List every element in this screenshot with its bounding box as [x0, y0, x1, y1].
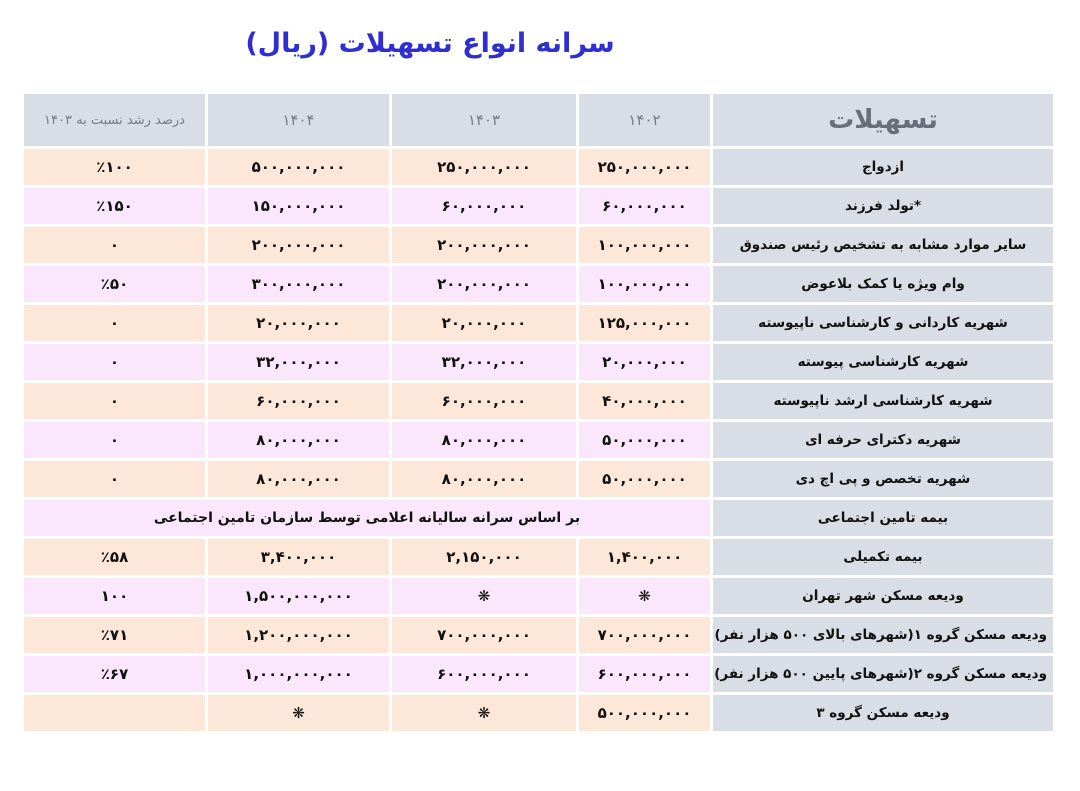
row-label: *تولد فرزند [712, 187, 1055, 226]
header-row [23, 93, 1055, 148]
value-1403: ۸۰,۰۰۰,۰۰۰ [391, 421, 578, 460]
value-growth: ۰ [23, 460, 207, 499]
value-1403: ۷۰۰,۰۰۰,۰۰۰ [391, 616, 578, 655]
value-1402: ۶۰۰,۰۰۰,۰۰۰ [578, 655, 712, 694]
value-1403: ۲۰۰,۰۰۰,۰۰۰ [391, 226, 578, 265]
value-growth: ۰ [23, 421, 207, 460]
value-1402: ۱۲۵,۰۰۰,۰۰۰ [578, 304, 712, 343]
row-label: ودیعه مسکن گروه ۳ [712, 694, 1055, 733]
value-1404: ۳۰۰,۰۰۰,۰۰۰ [207, 265, 391, 304]
row-label: ودیعه مسکن شهر تهران [712, 577, 1055, 616]
row-label: بیمه تامین اجتماعی [712, 499, 1055, 538]
value-growth [23, 694, 207, 733]
value-1404: ❋ [207, 694, 391, 733]
value-1404: ۱,۵۰۰,۰۰۰,۰۰۰ [207, 577, 391, 616]
table-row [23, 460, 1055, 499]
value-1402: ۲۰,۰۰۰,۰۰۰ [578, 343, 712, 382]
value-growth: ۰ [23, 343, 207, 382]
table-row [23, 265, 1055, 304]
value-1402: ۷۰۰,۰۰۰,۰۰۰ [578, 616, 712, 655]
value-1402: ۴۰,۰۰۰,۰۰۰ [578, 382, 712, 421]
table-row [23, 655, 1055, 694]
value-1402: ❋ [578, 577, 712, 616]
table-row [23, 304, 1055, 343]
row-label: شهریه دکترای حرفه ای [712, 421, 1055, 460]
header-1402: ۱۴۰۲ [578, 93, 712, 148]
value-1403: ۲۵۰,۰۰۰,۰۰۰ [391, 148, 578, 187]
row-label: شهریه کارشناسی ارشد ناپیوسته [712, 382, 1055, 421]
value-1402: ۶۰,۰۰۰,۰۰۰ [578, 187, 712, 226]
value-1403: ۸۰,۰۰۰,۰۰۰ [391, 460, 578, 499]
row-label: ودیعه مسکن گروه ۱(شهرهای بالای ۵۰۰ هزار نفر) [712, 616, 1055, 655]
table-row [23, 343, 1055, 382]
facilities-table [21, 91, 1056, 734]
header-1403: ۱۴۰۳ [391, 93, 578, 148]
row-label: ازدواج [712, 148, 1055, 187]
header-1404: ۱۴۰۴ [207, 93, 391, 148]
table-row [23, 499, 1055, 538]
table-row [23, 577, 1055, 616]
merged-note: بر اساس سرانه سالیانه اعلامی توسط سازمان تامین اجتماعی [23, 499, 712, 538]
value-1402: ۵۰,۰۰۰,۰۰۰ [578, 421, 712, 460]
header-facilities: تسهیلات [712, 93, 1055, 148]
row-label: شهریه کاردانی و کارشناسی ناپیوسته [712, 304, 1055, 343]
value-1403: ❋ [391, 694, 578, 733]
value-1404: ۳۲,۰۰۰,۰۰۰ [207, 343, 391, 382]
value-1402: ۵۰,۰۰۰,۰۰۰ [578, 460, 712, 499]
row-label: وام ویژه یا کمک بلاعوض [712, 265, 1055, 304]
value-1403: ۲,۱۵۰,۰۰۰ [391, 538, 578, 577]
value-1402: ۱۰۰,۰۰۰,۰۰۰ [578, 226, 712, 265]
table-row [23, 421, 1055, 460]
value-1403: ۶۰,۰۰۰,۰۰۰ [391, 187, 578, 226]
value-1404: ۳,۴۰۰,۰۰۰ [207, 538, 391, 577]
value-1404: ۸۰,۰۰۰,۰۰۰ [207, 460, 391, 499]
row-label: بیمه تکمیلی [712, 538, 1055, 577]
value-1403: ۲۰۰,۰۰۰,۰۰۰ [391, 265, 578, 304]
value-1402: ۱۰۰,۰۰۰,۰۰۰ [578, 265, 712, 304]
table-row [23, 616, 1055, 655]
value-1403: ❋ [391, 577, 578, 616]
page-title: سرانه انواع تسهیلات (ریال) [245, 28, 615, 59]
table-row [23, 148, 1055, 187]
value-1402: ۱,۴۰۰,۰۰۰ [578, 538, 712, 577]
value-growth: ۰ [23, 382, 207, 421]
table-row [23, 187, 1055, 226]
value-1404: ۸۰,۰۰۰,۰۰۰ [207, 421, 391, 460]
value-1404: ۱,۲۰۰,۰۰۰,۰۰۰ [207, 616, 391, 655]
value-growth: ٪۵۸ [23, 538, 207, 577]
value-1404: ۱,۰۰۰,۰۰۰,۰۰۰ [207, 655, 391, 694]
value-1404: ۵۰۰,۰۰۰,۰۰۰ [207, 148, 391, 187]
row-label: شهریه کارشناسی پیوسته [712, 343, 1055, 382]
value-growth: ۱۰۰ [23, 577, 207, 616]
value-growth: ٪۱۵۰ [23, 187, 207, 226]
table-row [23, 538, 1055, 577]
value-growth: ۰ [23, 304, 207, 343]
value-1404: ۲۰,۰۰۰,۰۰۰ [207, 304, 391, 343]
table-row [23, 382, 1055, 421]
row-label: ودیعه مسکن گروه ۲(شهرهای پایین ۵۰۰ هزار نفر) [712, 655, 1055, 694]
table-row [23, 226, 1055, 265]
row-label: شهریه تخصص و پی اچ دی [712, 460, 1055, 499]
value-1403: ۶۰۰,۰۰۰,۰۰۰ [391, 655, 578, 694]
row-label: سایر موارد مشابه به تشخیص رئیس صندوق [712, 226, 1055, 265]
value-1402: ۵۰۰,۰۰۰,۰۰۰ [578, 694, 712, 733]
value-1404: ۶۰,۰۰۰,۰۰۰ [207, 382, 391, 421]
value-growth: ٪۱۰۰ [23, 148, 207, 187]
value-growth: ۰ [23, 226, 207, 265]
value-growth: ٪۶۷ [23, 655, 207, 694]
value-growth: ٪۷۱ [23, 616, 207, 655]
value-1403: ۶۰,۰۰۰,۰۰۰ [391, 382, 578, 421]
value-1402: ۲۵۰,۰۰۰,۰۰۰ [578, 148, 712, 187]
table-row [23, 694, 1055, 733]
value-1404: ۲۰۰,۰۰۰,۰۰۰ [207, 226, 391, 265]
value-1403: ۲۰,۰۰۰,۰۰۰ [391, 304, 578, 343]
value-1403: ۳۲,۰۰۰,۰۰۰ [391, 343, 578, 382]
value-growth: ٪۵۰ [23, 265, 207, 304]
header-growth-percent: درصد رشد نسبت به ۱۴۰۳ [23, 93, 207, 148]
value-1404: ۱۵۰,۰۰۰,۰۰۰ [207, 187, 391, 226]
